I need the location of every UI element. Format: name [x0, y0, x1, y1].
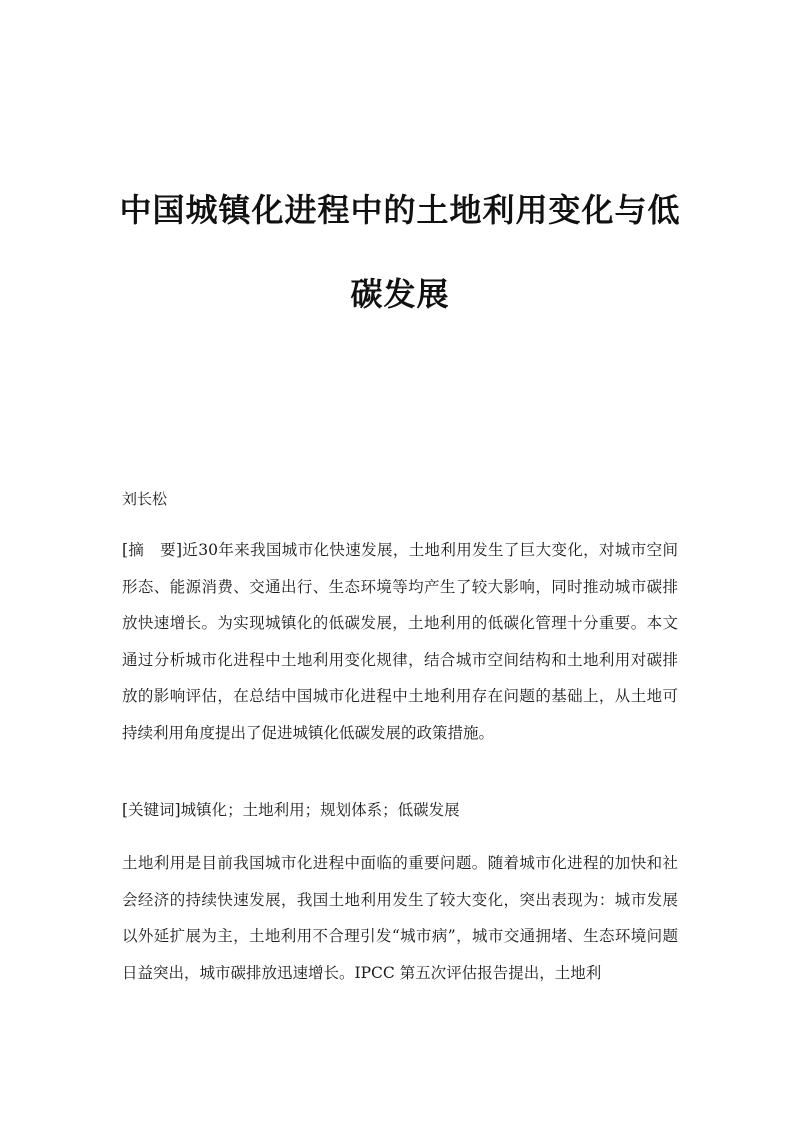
body-paragraph: 土地利用是目前我国城市化进程中面临的重要问题。随着城市化进程的加快和社会经济的持续快速发展，我国土地利用发生了较大变化，突出表现为：城市发展以外延扩展为主，土地利用不合理引发“城市病”，城市交通拥堵、生态环境问题日益突出，城市碳排放迅速增长。IPCC 第五次评估报告提出，土地利	[122, 854, 678, 982]
abstract-paragraph: [摘 要]近30年来我国城市化快速发展，土地利用发生了巨大变化，对城市空间形态、能源消费、交通出行、生态环境等均产生了较大影响，同时推动城市碳排放快速增长。为实现城镇化的低碳发展，土地利用的低碳化管理十分重要。本文通过分析城市化进程中土地利用变化规律，结合城市空间结构和土地利用对碳排放的影响评估，在总结中国城市化进程中土地利用存在问题的基础上，从土地可持续利用角度提出了促进城镇化低碳发展的政策措施。	[122, 541, 678, 742]
paper-title-line-2: 碳发展	[350, 275, 450, 313]
paper-title-line-1: 中国城镇化进程中的土地利用变化与低	[119, 191, 681, 229]
keywords-paragraph: [关键词]城镇化；土地利用；规划体系；低碳发展	[122, 801, 460, 819]
author-name: 刘长松	[122, 490, 168, 508]
